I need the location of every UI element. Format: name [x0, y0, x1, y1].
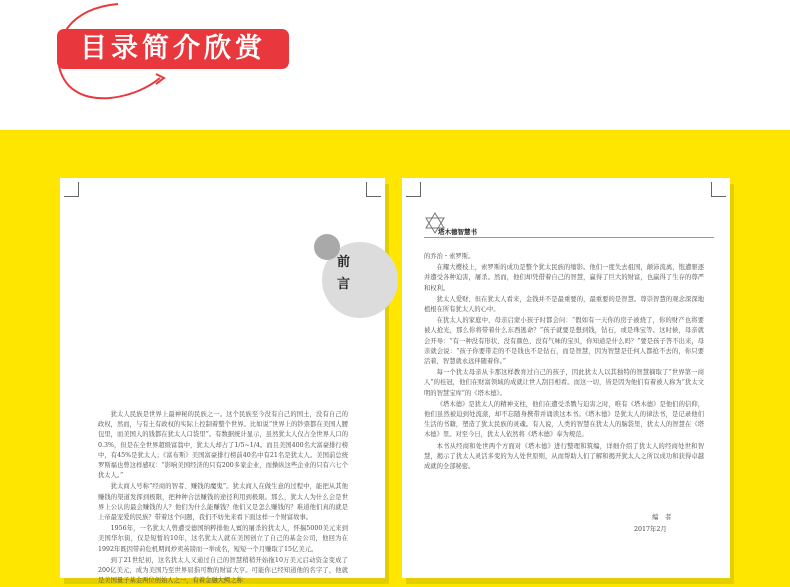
crop-mark [711, 182, 726, 197]
paragraph: 到了21世纪初，这名犹太人又通过自己的智慧稍稍开始拖10万美元启动资金变成了200亿美元，成为美国乃至世界屈指可数的财富大亨。可能你已经知道他的名字了，他就是美国量子基金两位创始人之一，有着金融大鳄之称 [98, 556, 348, 585]
preface-heading: 前言 [337, 255, 351, 292]
preface-page [60, 178, 385, 585]
preface-body [98, 410, 348, 587]
banner-title: 目录简介欣赏 [57, 29, 289, 69]
paragraph: 《塔木德》是犹太人的精神支柱，他们在遭受杀戮与迫害之时，唯有《塔木德》是他们的信仰，他们虽然被迫到处流蒎，却不忘随身携带并诵读这本书。《塔木德》是犹太人的律法书，是记录他们生活的书籍，塑造了犹太民族的灵魂。有人说，人类的智慧在犹太人的脑袋里，犹太人的智慧在《塔木德》里。对至今日，犹太人依然将《塔木德》奉为规范。 [424, 400, 704, 439]
paragraph: 每一个犹太母亲从卡那这样教育过自己的孩子，因此犹太人以其独特的智慧摘取了“世界第一商人”的桂冠，他们在财富领域的成就让世人刮目相看。而这一切，皆是因为他们有着被人称为“犹太文明的智慧宝库”的《塔木德》。 [424, 369, 704, 397]
paragraph: 1956年，一名犹太人曾遭受德国纳粹排他人賓的屠杀的犹太人，怀揣5000美元来到美国华尔街，仅是短暂的10年，这名犹太人就在美国创立了自己的基金公司，他回为在1992年既因带莳危机期间炒卖英镑而一举成名，短短一个月赚取了15亿美元。 [98, 525, 348, 553]
date: 2017年2月 [634, 526, 667, 533]
header-divider [424, 237, 714, 238]
continuation-body [424, 252, 704, 473]
crop-mark [406, 182, 421, 197]
continuation-page [402, 178, 730, 578]
paragraph: 犹太人民族是世界上最神秘的民族之一。这个民族至今没有自己的国土，没有自己的政权，然而，与有土有政权的实际上控制着整个世界。比如说“世界上的钞票都在美国人腰包里，而美国人的钱都在犹太人口袋里”。有数据统计显示，虽然犹太人仅占全世界人口的0.3%，但是在全世界超级富翁中，犹太人却占了1/5~1/4。而且美国400名大富豪排行榜中，有45%是犹太人；《富布斯》美国富豪排行榜前40名中有21名是犹太人。美国前总统罗斯福也曾这样感叹：“影响美国经济的只有200多家企业，而操纵这些企业的只有六七个犹太人。” [98, 411, 348, 480]
paragraph: 在耀大樱枝上，索罗斯的成功是整个犹太民族的缩影。他们一度失去祖国，颠沛流离，饱遭驱逐并遭受各种迫害，屠杀。然而，他们却凭借着自己的智慧，赢得了巨大的财富，也赢得了生存的尊严和权利。 [424, 264, 704, 292]
crop-mark [366, 182, 381, 197]
paragraph: 犹太人爱财、但在犹太人看来，金钱并不是最重要的，最重要的是智慧。尊崇智慧的观念深深地植根在所有犹太人的心中。 [424, 295, 704, 314]
paragraph: 的乔治・索罗斯。 [424, 253, 475, 260]
signature: 编 者 [652, 513, 672, 521]
paragraph: 在犹太人的家庭中，母亲启蒙小孩子时都会问：“假如有一天你的房子被烧了，你的财产也将要被人抢光，那么你将带着什么东西逃命？”孩子就要是想到钱，钻石，或是珠宝等。这时候，母亲就会开导：“有一种没有形状、没有颜色、没有气味的宝贝，你知道是什么吗？”要是孩子答不出来，母亲就会说：“孩子你要带走的不是钱也不是钻石，而是智慧，因为智慧是任何人都抢不去的，你只要活着，智慧就永远伴随着你。” [424, 317, 704, 366]
running-header-title: 塔木德智慧书 [438, 228, 477, 236]
crop-mark [64, 182, 79, 197]
paragraph: 本书从经商和处世两个方面对《塔木德》进行整理和筑编，详细介绍了犹太人的经商处世和智慧，揭示了犹太人灵活多变的为人处世原则，从而帮助人们了解和揭开犹太人之所以成功和获得卓越成就的全部秘密。 [424, 442, 704, 471]
paragraph: 犹太商人号称“经商的智者、赚钱的魔鬼”。犹太商人在做生意的过程中，能把从其他赚钱的渠道发挥到极限，把种种合法赚钱的途径利用到极限。那么，犹太人为什么会是世界上公认的最会赚钱的人？他们为什么能赚钱？他们又是怎么赚钱的？难道他们真的就是上帝最宠爱的民族？带着这个问题，我们不妨先来看下面这样一个财富故事。 [98, 483, 348, 522]
